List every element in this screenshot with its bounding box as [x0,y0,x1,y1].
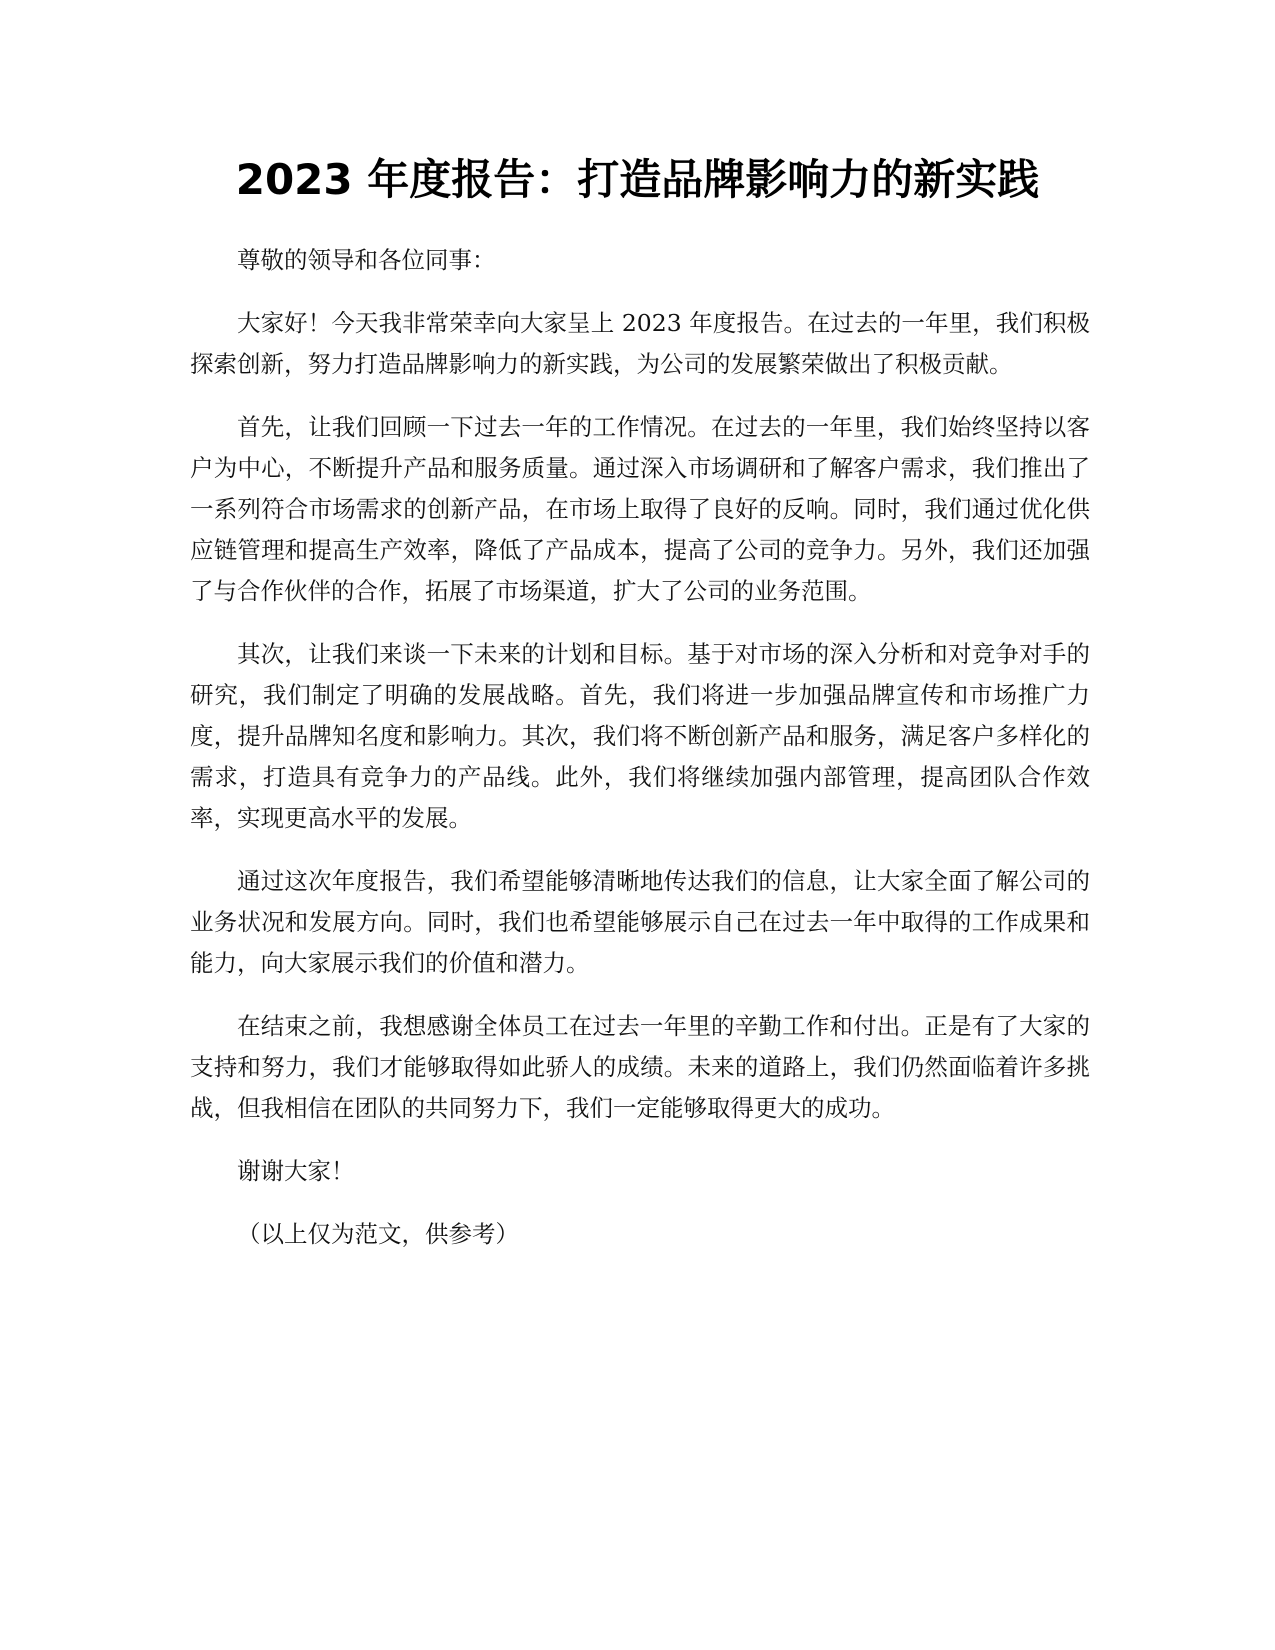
paragraph-plans: 其次，让我们来谈一下未来的计划和目标。基于对市场的深入分析和对竞争对手的研究，我们制定了明确的发展战略。首先，我们将进一步加强品牌宣传和市场推广力度，提升品牌知名度和影响力。其次，我们将不断创新产品和服务，满足客户多样化的需求，打造具有竞争力的产品线。此外，我们将继续加强内部管理，提高团队合作效率，实现更高水平的发展。 [190,640,1090,832]
paragraph-greeting: 大家好！今天我非常荣幸向大家呈上 2023 年度报告。在过去的一年里，我们积极探索创新，努力打造品牌影响力的新实践，为公司的发展繁荣做出了积极贡献。 [190,309,1090,378]
paragraph-purpose: 通过这次年度报告，我们希望能够清晰地传达我们的信息，让大家全面了解公司的业务状况和发展方向。同时，我们也希望能够展示自己在过去一年中取得的工作成果和能力，向大家展示我们的价值和潜力。 [190,867,1090,977]
paragraph-note: （以上仅为范文，供参考） [237,1220,519,1248]
paragraph-thanks: 谢谢大家！ [237,1157,355,1185]
paragraph-closing: 在结束之前，我想感谢全体员工在过去一年里的辛勤工作和付出。正是有了大家的支持和努力，我们才能够取得如此骄人的成绩。未来的道路上，我们仍然面临着许多挑战，但我相信在团队的共同努力下，我们一定能够取得更大的成功。 [190,1012,1090,1122]
paragraph-review: 首先，让我们回顾一下过去一年的工作情况。在过去的一年里，我们始终坚持以客户为中心，不断提升产品和服务质量。通过深入市场调研和了解客户需求，我们推出了一系列符合市场需求的创新产品，在市场上取得了良好的反响。同时，我们通过优化供应链管理和提高生产效率，降低了产品成本，提高了公司的竞争力。另外，我们还加强了与合作伙伴的合作，拓展了市场渠道，扩大了公司的业务范围。 [190,413,1090,605]
document-body [190,240,1090,1277]
document-title: 2023 年度报告：打造品牌影响力的新实践 [235,155,1040,204]
salutation: 尊敬的领导和各位同事： [237,246,496,274]
